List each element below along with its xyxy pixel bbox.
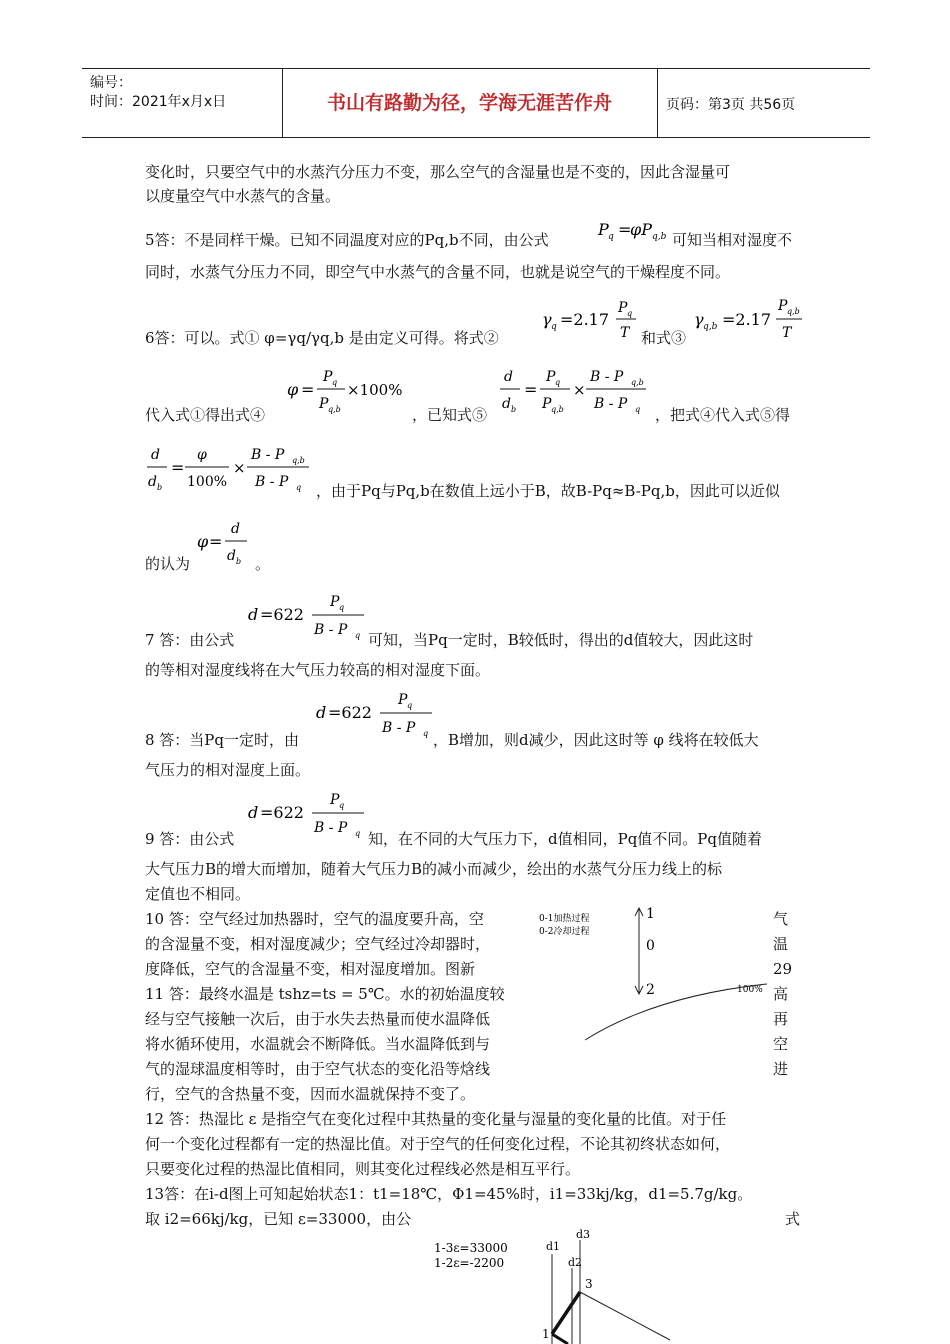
svg-text:P: P [323,369,333,385]
d1-label: d1 [546,1240,561,1253]
svg-text:d: d [231,521,240,537]
formula-phi-approx [195,514,255,574]
text-line: 可知，当Pq一定时，B较低时，得出的d值较大，因此这时 [368,631,754,649]
svg-text:q: q [635,405,641,414]
svg-text:P: P [542,396,552,412]
text-line: 式 [785,1210,801,1228]
svg-text:φ: φ [197,532,209,551]
page-number-label: 页码：第3页 共56页 [666,97,796,113]
formula-d-622-a [246,590,371,646]
svg-text:q,b: q,b [703,322,718,332]
process-diagram-heating-cooling [535,900,775,1070]
svg-text:B - P: B - P [314,820,348,836]
text-line: 可知当相对湿度不 [672,231,793,249]
process-diagram-heat-moisture [430,1224,690,1344]
page-header [82,68,870,138]
header-motto: 书山有路勤为径，学海无涯苦作舟 [282,69,658,137]
point-1-label: 1 [542,1327,550,1341]
svg-text:q,b: q,b [292,456,305,465]
svg-text:×: × [233,459,246,477]
svg-text:=: = [524,380,538,399]
svg-text:φP: φP [630,220,652,239]
formula-gamma-q [540,292,640,342]
svg-text:=622: =622 [328,703,372,722]
svg-text:B - P: B - P [251,447,285,463]
text-line: 。 [255,555,271,573]
svg-text:d: d [316,703,327,722]
side-char: 进 [773,1060,789,1078]
svg-text:q,b: q,b [328,405,341,414]
text-line: 的等相对湿度线将在大气压力较高的相对湿度下面。 [145,661,491,679]
text-line: ，把式④代入式⑤得 [655,406,791,424]
svg-text:q: q [407,701,413,710]
svg-text:B - P: B - P [314,622,348,638]
svg-text:b: b [157,483,163,492]
side-char: 气 [773,910,789,928]
text-line: 将水循环使用，水温就会不断降低。当水温降低到与 [145,1035,491,1053]
text-line: 10 答：空气经过加热器时，空气的温度要升高，空 [145,910,484,928]
svg-text:q,b: q,b [652,232,667,242]
text-line: 9 答：由公式 [145,830,235,848]
text-line: 行，空气的含热量不变，因而水温就保持不变了。 [145,1085,476,1103]
svg-text:P: P [398,692,408,708]
svg-text:b: b [511,405,517,414]
svg-text:=: = [209,532,223,551]
text-line: 以度量空气中水蒸气的含量。 [145,187,341,205]
svg-text:P: P [330,792,340,808]
svg-text:d: d [248,605,259,624]
svg-text:=2.17: =2.17 [560,310,610,329]
legend-cooling: 0-2冷却过程 [539,927,590,937]
svg-text:100%: 100% [187,474,228,490]
formula-phi-ratio [285,362,415,422]
legend-1-2: 1-2ε=-2200 [434,1256,505,1270]
enthalpy-line [580,1292,670,1340]
svg-text:=: = [171,458,185,477]
process-1-3 [552,1292,580,1334]
side-char: 温 [773,935,789,953]
text-line: 变化时，只要空气中的水蒸汽分压力不变，那么空气的含湿量也是不变的，因此含湿量可 [145,163,731,181]
svg-text:q: q [551,322,557,332]
phi-100-label: 100% [737,985,763,995]
text-line: 和式③ [641,329,687,347]
svg-text:d: d [227,548,236,564]
header-meta [82,69,283,137]
svg-text:P: P [618,300,628,316]
time-label: 时间：2021年x月x日 [90,94,227,110]
svg-text:q: q [555,378,561,387]
text-line: 6答：可以。式① φ=γq/γq,b 是由定义可得。将式② [145,329,499,347]
text-line: ，B增加，则d减少，因此这时等 φ 线将在较低大 [433,731,759,749]
svg-text:P: P [546,369,556,385]
svg-text:B - P: B - P [594,396,628,412]
formula-d-phi [143,440,323,500]
svg-text:×100%: ×100% [347,381,403,399]
process-1-2 [552,1334,568,1344]
formula-d-622-b [314,688,439,744]
svg-text:P: P [778,298,788,314]
side-char: 再 [773,1010,789,1028]
text-line: 5答：不是同样干燥。已知不同温度对应的Pq,b不同，由公式 [145,231,549,249]
svg-text:P: P [598,220,609,239]
svg-text:φ: φ [287,380,299,399]
svg-text:γ: γ [542,310,552,329]
text-line: 取 i2=66kj/kg，已知 ε=33000，由公 [145,1210,412,1228]
text-line: 知，在不同的大气压力下，d值相同，Pq值不同。Pq值随着 [368,830,762,848]
svg-text:=2.17: =2.17 [722,310,772,329]
svg-text:φ: φ [197,447,207,463]
text-line: ，由于Pq与Pq,b在数值上远小于B，故B-Pq≈B-Pq,b，因此可以近似 [316,482,780,500]
svg-text:γ: γ [694,310,704,329]
text-line: 8 答：当Pq一定时，由 [145,731,300,749]
svg-text:q: q [339,603,345,612]
text-line: 代入式①得出式④ [145,406,266,424]
formula-gamma-qb [692,292,812,342]
text-line: 7 答：由公式 [145,631,235,649]
svg-text:T: T [620,325,630,341]
text-line: 11 答：最终水温是 tshz=ts = 5℃。水的初始温度较 [145,985,505,1003]
svg-text:=: = [301,380,315,399]
formula-d-ratio [498,362,658,422]
text-line: 气的湿球温度相等时，由于空气状态的变化沿等焓线 [145,1060,491,1078]
svg-text:d: d [148,474,157,490]
svg-text:q: q [608,232,614,242]
side-char: 高 [773,985,789,1003]
svg-text:q,b: q,b [787,307,800,316]
text-line: 定值也不相同。 [145,885,251,903]
svg-text:B - P: B - P [255,474,289,490]
text-line: 13答：在i-d图上可知起始状态1：t1=18℃，Φ1=45%时，i1=33kj/kg，d1=5.7g/kg。 [145,1185,753,1203]
svg-text:q: q [332,378,338,387]
svg-text:d: d [502,396,511,412]
svg-text:q: q [355,829,361,838]
point-2-label: 2 [646,982,655,998]
svg-text:=622: =622 [260,803,304,822]
svg-text:q,b: q,b [631,378,644,387]
svg-text:P: P [319,396,329,412]
svg-text:q: q [339,801,345,810]
text-line: 大气压力B的增大而增加，随着大气压力B的减小而减少，绘出的水蒸气分压力线上的标 [145,860,723,878]
text-line: 气压力的相对湿度上面。 [145,761,311,779]
text-line: 只要变化过程的热湿比值相同，则其变化过程线必然是相互平行。 [145,1160,581,1178]
svg-text:q: q [627,309,633,318]
text-line: 度降低，空气的含湿量不变，相对湿度增加。图新 [145,960,476,978]
text-line: 的认为 [145,555,191,573]
point-0-label: 0 [646,938,655,954]
text-line: 何一个变化过程都有一定的热湿比值。对于空气的任何变化过程，不论其初终状态如何， [145,1135,731,1153]
svg-text:d: d [504,369,513,385]
text-line: 12 答：热湿比 ε 是指空气在变化过程中其热量的变化量与湿量的变化量的比值。对于任 [145,1110,727,1128]
text-line: 的含湿量不变，相对湿度减少；空气经过冷却器时， [145,935,491,953]
text-line: 同时，水蒸气分压力不同，即空气中水蒸气的含量不同，也就是说空气的干燥程度不同。 [145,263,731,281]
number-label: 编号： [90,75,132,91]
svg-text:q: q [296,483,302,492]
svg-text:b: b [236,557,242,566]
svg-text:P: P [330,594,340,610]
legend-1-3: 1-3ε=33000 [434,1241,508,1255]
svg-text:d: d [151,447,160,463]
d2-label: d2 [568,1256,583,1269]
side-char: 空 [773,1035,789,1053]
point-3-label: 3 [585,1277,593,1291]
text-line: 经与空气接触一次后，由于水失去热量而使水温降低 [145,1010,491,1028]
formula-pq-phi-pqb [594,215,674,245]
legend-heating: 0-1加热过程 [539,914,590,924]
point-1-label: 1 [646,906,655,922]
svg-text:=: = [618,220,632,239]
formula-d-622-c [246,788,371,844]
svg-text:B - P: B - P [382,720,416,736]
d3-label: d3 [576,1228,591,1241]
svg-text:B - P: B - P [590,369,624,385]
side-char: 29 [773,960,793,978]
svg-text:q,b: q,b [551,405,564,414]
svg-text:×: × [573,381,586,399]
svg-text:=622: =622 [260,605,304,624]
svg-text:q: q [423,729,429,738]
svg-text:T: T [782,325,792,341]
svg-text:d: d [248,803,259,822]
text-line: ，已知式⑤ [412,406,488,424]
svg-text:q: q [355,631,361,640]
